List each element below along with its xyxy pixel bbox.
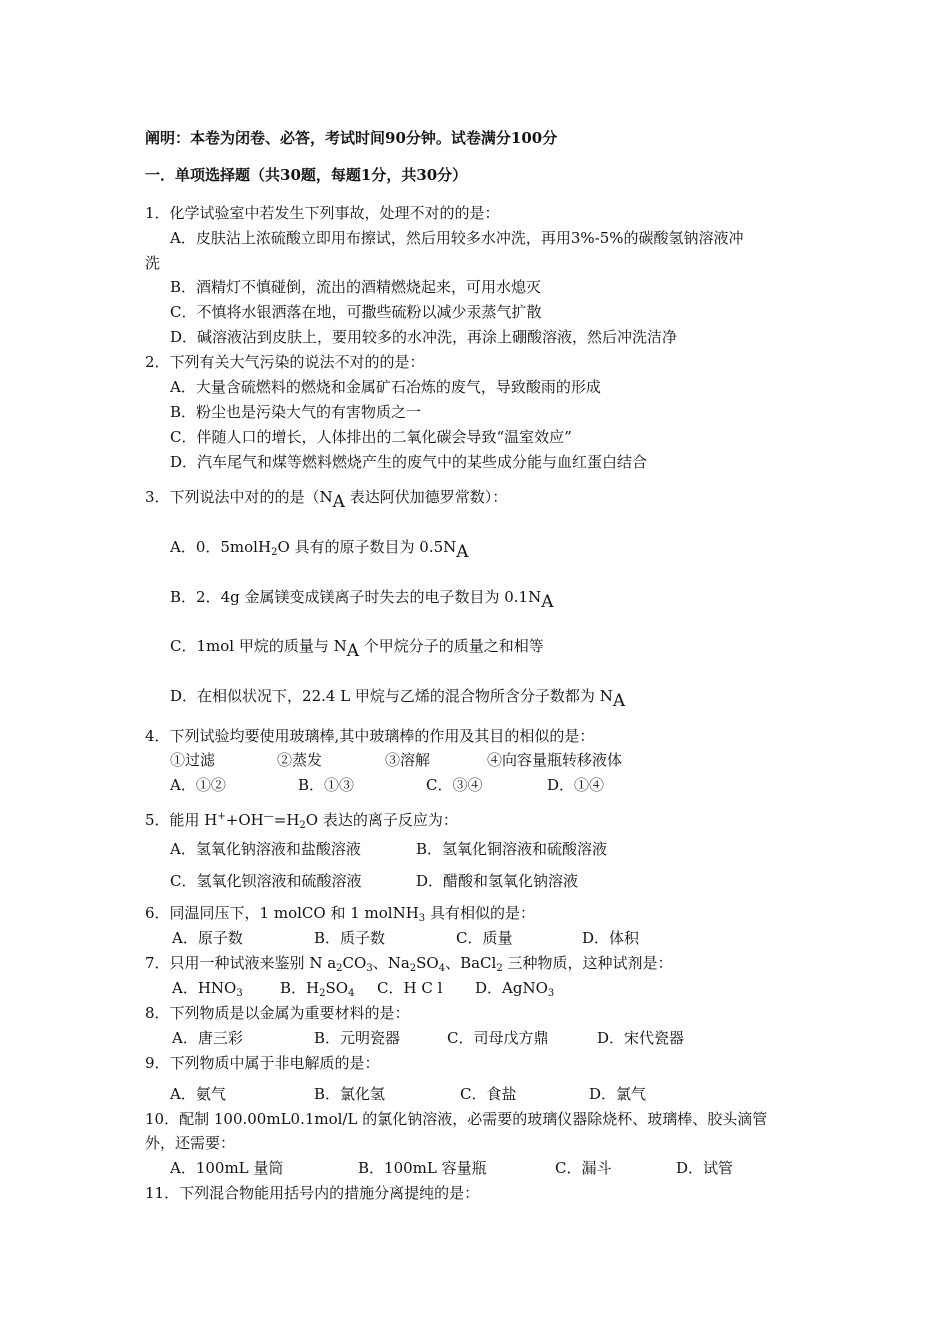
q5-option-a: A．氢氧化钠溶液和盐酸溶液 (170, 840, 361, 858)
q7-option-c: C．H C l (377, 979, 443, 997)
q6-option-c: C．质量 (456, 929, 513, 947)
q8-option-b: B．元明瓷器 (314, 1029, 401, 1047)
q9-option-c: C．食盐 (460, 1085, 517, 1103)
q4-stem: 4．下列试验均要使用玻璃棒,其中玻璃棒的作用及其目的相似的是： (145, 727, 595, 745)
q1-stem: 1．化学试验室中若发生下列事故，处理不对的的是： (145, 204, 500, 222)
q6-option-d: D．体积 (582, 929, 640, 947)
q1-option-b: B．酒精灯不慎碰倒，流出的酒精燃烧起来，可用水熄灭 (170, 278, 542, 296)
q8-option-a: A．唐三彩 (172, 1029, 243, 1047)
q3-option-a: A．0．5molH$_2$O 具有的原子数目为 0.5NA (170, 538, 469, 562)
q10-stem: 10．配制 100.00mL0.1mol/L 的氯化钠溶液，必需要的玻璃仪器除烧杯、玻璃棒、胶头滴管 (145, 1110, 768, 1128)
q9-option-d: D．氯气 (589, 1085, 647, 1103)
q7-stem: 7．只用一种试液来鉴别 N $a_2CO_3$、$Na_2SO_4$、BaCl$_2$ 三种物质，这种试剂是： (145, 954, 673, 974)
q4-item: ④向容量瓶转移液体 (487, 751, 623, 769)
q3-stem: 3．下列说法中对的的是（NA 表达阿伏加德罗常数）： (145, 488, 508, 512)
q5-stem: 5．能用 $H^++OH^—=H_2O$ 表达的离子反应为： (145, 811, 458, 831)
q7-option-d: D．AgNO$_3$ (475, 979, 555, 999)
q10-option-d: D．试管 (676, 1159, 734, 1177)
q5-option-c: C．氢氧化钡溶液和硫酸溶液 (170, 872, 362, 890)
q2-option-b: B．粉尘也是污染大气的有害物质之一 (170, 403, 422, 421)
q9-stem: 9．下列物质中属于非电解质的是： (145, 1054, 380, 1072)
q2-option-a: A．大量含硫燃料的燃烧和金属矿石冶炼的废气，导致酸雨的形成 (170, 378, 601, 396)
q10-option-a: A．100mL 量筒 (170, 1159, 284, 1177)
q10-stem-cont: 外，还需要： (145, 1134, 236, 1152)
q8-stem: 8．下列物质是以金属为重要材料的是： (145, 1004, 410, 1022)
exam-note: 阐明：本卷为闭卷、必答，考试时间90分钟。试卷满分100分 (145, 129, 558, 147)
q7-option-b: B．$H_2SO_4$ (280, 979, 355, 999)
q4-item: ③溶解 (385, 751, 431, 769)
q6-option-b: B．质子数 (314, 929, 386, 947)
q4-item: ②蒸发 (277, 751, 323, 769)
q9-option-b: B．氯化氢 (314, 1085, 386, 1103)
q4-option-d: D．①④ (547, 776, 605, 794)
q2-stem: 2．下列有关大气污染的说法不对的的是： (145, 353, 425, 371)
q1-option-a-cont: 洗 (145, 254, 161, 272)
q6-option-a: A．原子数 (172, 929, 243, 947)
q6-stem: 6．同温同压下，1 molCO 和 1 molNH$_3$ 具有相似的是： (145, 904, 535, 924)
q11-stem: 11．下列混合物能用括号内的措施分离提纯的是： (145, 1184, 480, 1202)
q2-option-c: C．伴随人口的增长，人体排出的二氧化碳会导致“温室效应” (170, 428, 572, 446)
q1-option-a: A．皮肤沾上浓硫酸立即用布擦试，然后用较多水冲洗，再用3%-5%的碳酸氢钠溶液冲 (170, 229, 744, 247)
q10-option-c: C．漏斗 (555, 1159, 612, 1177)
q8-option-d: D．宋代瓷器 (597, 1029, 685, 1047)
q3-option-b: B．2．4g 金属镁变成镁离子时失去的电子数目为 0.1NA (170, 588, 554, 612)
q4-option-a: A．①② (170, 776, 226, 794)
q10-option-b: B．100mL 容量瓶 (358, 1159, 487, 1177)
q8-option-c: C．司母戊方鼎 (447, 1029, 549, 1047)
q5-option-b: B．氢氧化铜溶液和硫酸溶液 (416, 840, 608, 858)
q4-option-b: B．①③ (298, 776, 355, 794)
q9-option-a: A．氨气 (170, 1085, 226, 1103)
q5-option-d: D．醋酸和氢氧化钠溶液 (416, 872, 579, 890)
section-title: 一．单项选择题（共30题，每题1分，共30分） (145, 166, 468, 184)
q1-option-c: C．不慎将水银洒落在地，可撒些硫粉以减少汞蒸气扩散 (170, 303, 542, 321)
q3-option-c: C．1mol 甲烷的质量与 NA 个甲烷分子的质量之和相等 (170, 637, 544, 661)
q1-option-d: D．碱溶液沾到皮肤上，要用较多的水冲洗，再涂上硼酸溶液，然后冲洗洁净 (170, 328, 678, 346)
q4-option-c: C．③④ (426, 776, 483, 794)
q4-item: ①过滤 (170, 751, 216, 769)
q7-option-a: A．$HNO_3$ (172, 979, 243, 999)
q3-option-d: D．在相似状况下，22.4 L 甲烷与乙烯的混合物所含分子数都为 NA (170, 687, 626, 711)
q2-option-d: D．汽车尾气和煤等燃料燃烧产生的废气中的某些成分能与血红蛋白结合 (170, 453, 648, 471)
